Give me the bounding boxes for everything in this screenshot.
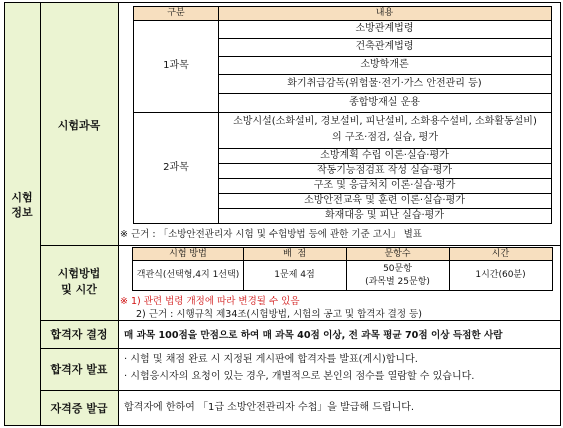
method-header: 시험 방법	[169, 248, 207, 259]
subject-header-category: 구분	[167, 8, 185, 18]
method-note-1: ※ 1) 관련 법령 개정에 따라 변경될 수 있음	[120, 295, 300, 307]
subject-item: 화재대응 및 피난 실습·평가	[325, 209, 444, 221]
section-label: 시험 정보	[11, 191, 33, 219]
group-2-name: 2과목	[163, 161, 189, 173]
subject-item: 소방안전교육 및 훈련 이론·실습·평가	[304, 194, 465, 206]
divider	[118, 2, 119, 426]
cert-text: 합격자에 한하여 「1급 소방안전관리자 수첩」을 발급해 드립니다.	[124, 402, 415, 413]
pass-text: 매 과목 100점을 만점으로 하여 매 과목 40점 이상, 전 과목 평균 70점 이상 득점한 사람	[124, 330, 503, 341]
group-1-name: 1과목	[163, 60, 189, 71]
method-table	[132, 247, 553, 291]
subject-item: 작동기능점검표 작성 실습·평가	[316, 164, 453, 176]
subject-item: 소방계획 수립 이론·실습·평가	[320, 149, 449, 161]
announce-row-label: 합격자 발표	[50, 362, 108, 376]
method-note-2: 2) 근거 : 시행규칙 제34조(시험방법, 시험의 공고 및 합격자 결정 등)	[136, 308, 422, 320]
method-value: 1문제 4점	[274, 270, 315, 280]
subject-item: 소방시설(소화설비, 경보설비, 피난설비, 소화용수설비, 소화활동설비)의 구조·점검, 실습, 평가	[233, 116, 537, 143]
method-header: 시간	[491, 248, 510, 259]
subject-item: 종합방재실 운용	[349, 96, 420, 108]
subject-item: 화기취급감독(위험물·전기·가스 안전관리 등)	[287, 77, 482, 89]
subject-row-label: 시험과목	[57, 118, 101, 132]
divider	[40, 245, 561, 246]
subject-item: 구조 및 응급처치 이론·실습·평가	[313, 179, 456, 191]
method-header: 배 점	[282, 248, 307, 259]
method-value: 50문항 (과목별 25문항)	[365, 263, 430, 287]
pass-row-label: 합격자 결정	[50, 327, 108, 341]
subject-table	[133, 6, 552, 224]
subject-item: 건축관계법령	[355, 41, 414, 52]
method-value: 1시간(60분)	[475, 270, 526, 280]
method-value: 객관식(선택형,4지 1선택)	[136, 270, 240, 280]
divider	[40, 2, 41, 426]
method-row-label: 시험방법 및 시간	[57, 267, 101, 296]
announce-line: · 시험 및 채점 완료 시 지정된 게시판에 합격자를 발표(게시)합니다.	[124, 354, 418, 365]
subject-note: ※ 근거 : 「소방안전관리자 시험 및 수험방법 등에 관한 기준 고시」 별표	[120, 229, 422, 240]
method-header: 문항수	[384, 248, 411, 259]
subject-item: 소방학개론	[360, 59, 409, 70]
subject-header-content: 내용	[375, 8, 394, 18]
divider	[40, 348, 561, 349]
cert-row-label: 자격증 발급	[50, 401, 108, 415]
subject-item: 소방관계법령	[355, 23, 414, 34]
announce-line: · 시험응시자의 요청이 있는 경우, 개별적으로 본인의 점수를 열람할 수 있습니다.	[124, 371, 475, 382]
